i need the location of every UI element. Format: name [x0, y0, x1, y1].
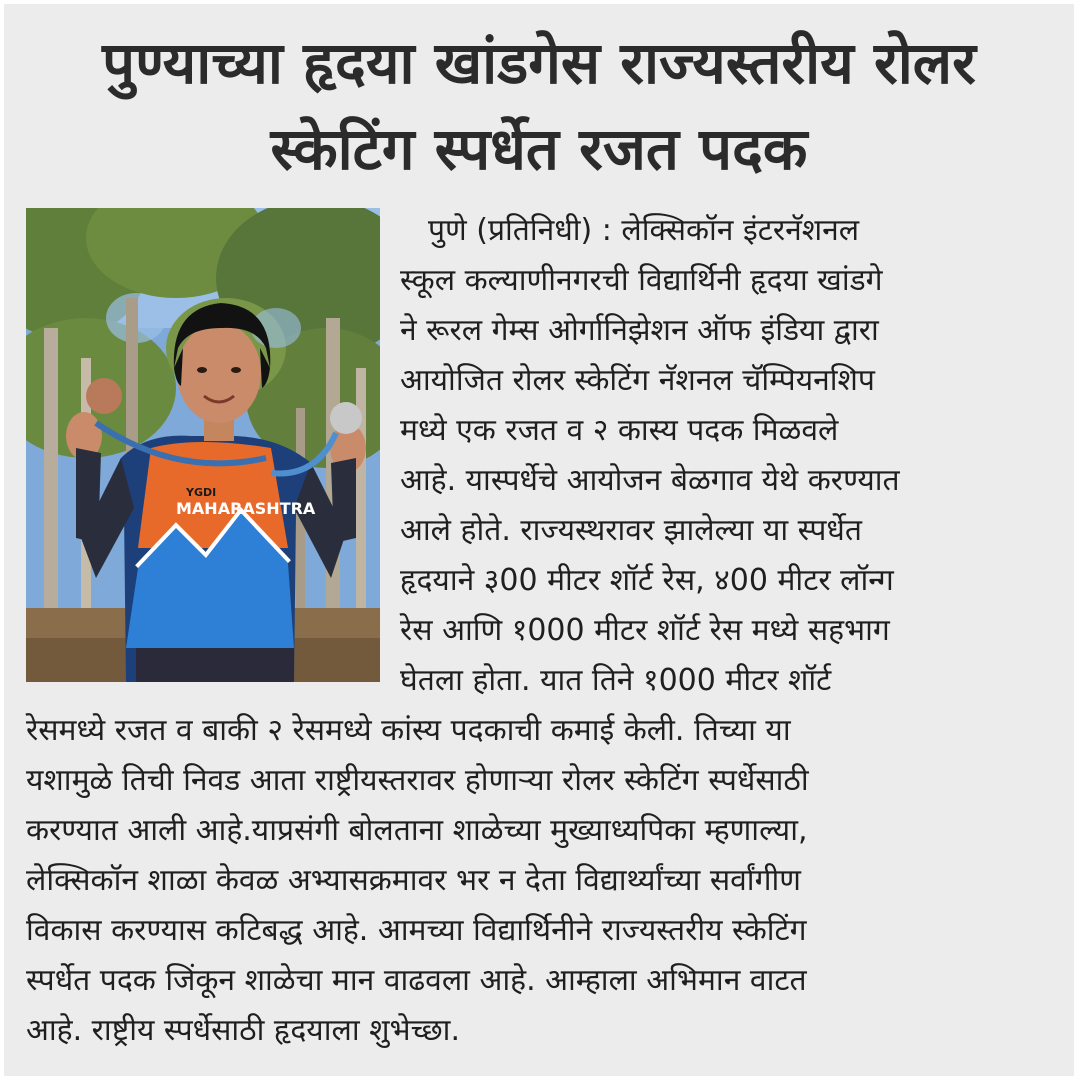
body-line: यशामुळे तिची निवड आता राष्ट्रीयस्तरावर होणाऱ्या रोलर स्केटिंग स्पर्धेसाठी [26, 763, 809, 798]
skater-girl-photo [26, 208, 380, 682]
body-line: घेतला होता. यात तिने १000 मीटर शॉर्ट [400, 663, 832, 698]
headline-line-2: स्केटिंग स्पर्धेत रजत पदक [270, 115, 808, 183]
headline [4, 20, 1074, 192]
newspaper-clipping [4, 4, 1074, 1076]
body-line: आले होते. राज्यस्थरावर झालेल्या या स्पर्धेत [400, 513, 862, 548]
jersey-text: MAHARASHTRA [176, 499, 316, 518]
body-line: स्पर्धेत पदक जिंकून शाळेचा मान वाढवला आहे. आम्हाला अभिमान वाटत [26, 963, 807, 998]
article-photo [26, 208, 380, 682]
body-line: हृदयाने ३00 मीटर शॉर्ट रेस, ४00 मीटर लॉन्ग [400, 563, 894, 598]
body-line: आहे. राष्ट्रीय स्पर्धेसाठी हृदयाला शुभेच्छा. [26, 1013, 460, 1048]
body-line: स्कूल कल्याणीनगरची विद्यार्थिनी हृदया खांडगे [400, 263, 883, 298]
headline-line-1: पुण्याच्या हृदया खांडगेस राज्यस्तरीय रोलर [102, 29, 976, 97]
body-line: पुणे (प्रतिनिधी) : लेक्सिकॉन इंटरनॅशनल [428, 213, 860, 248]
body-line: मध्ये एक रजत व २ कास्य पदक मिळवले [400, 413, 839, 448]
body-line: आहे. यास्पर्धेचे आयोजन बेळगाव येथे करण्यात [400, 463, 900, 498]
body-line: आयोजित रोलर स्केटिंग नॅशनल चॅम्पियनशिप [400, 363, 875, 398]
body-line: करण्यात आली आहे.याप्रसंगी बोलताना शाळेच्या मुख्याध्यपिका म्हणाल्या, [26, 813, 808, 848]
body-line: रेसमध्ये रजत व बाकी २ रेसमध्ये कांस्य पदकाची कमाई केली. तिच्या या [26, 713, 791, 748]
jersey-small-text: YGDI [186, 486, 217, 499]
body-line: विकास करण्यास कटिबद्ध आहे. आमच्या विद्यार्थिनीने राज्यस्तरीय स्केटिंग [26, 913, 807, 948]
body-line: लेक्सिकॉन शाळा केवळ अभ्यासक्रमावर भर न देता विद्यार्थ्यांच्या सर्वांगीण [26, 863, 801, 898]
body-line: ने रूरल गेम्स ओर्गानिझेशन ऑफ इंडिया द्वारा [400, 313, 879, 348]
body-line: रेस आणि १000 मीटर शॉर्ट रेस मध्ये सहभाग [400, 613, 890, 648]
